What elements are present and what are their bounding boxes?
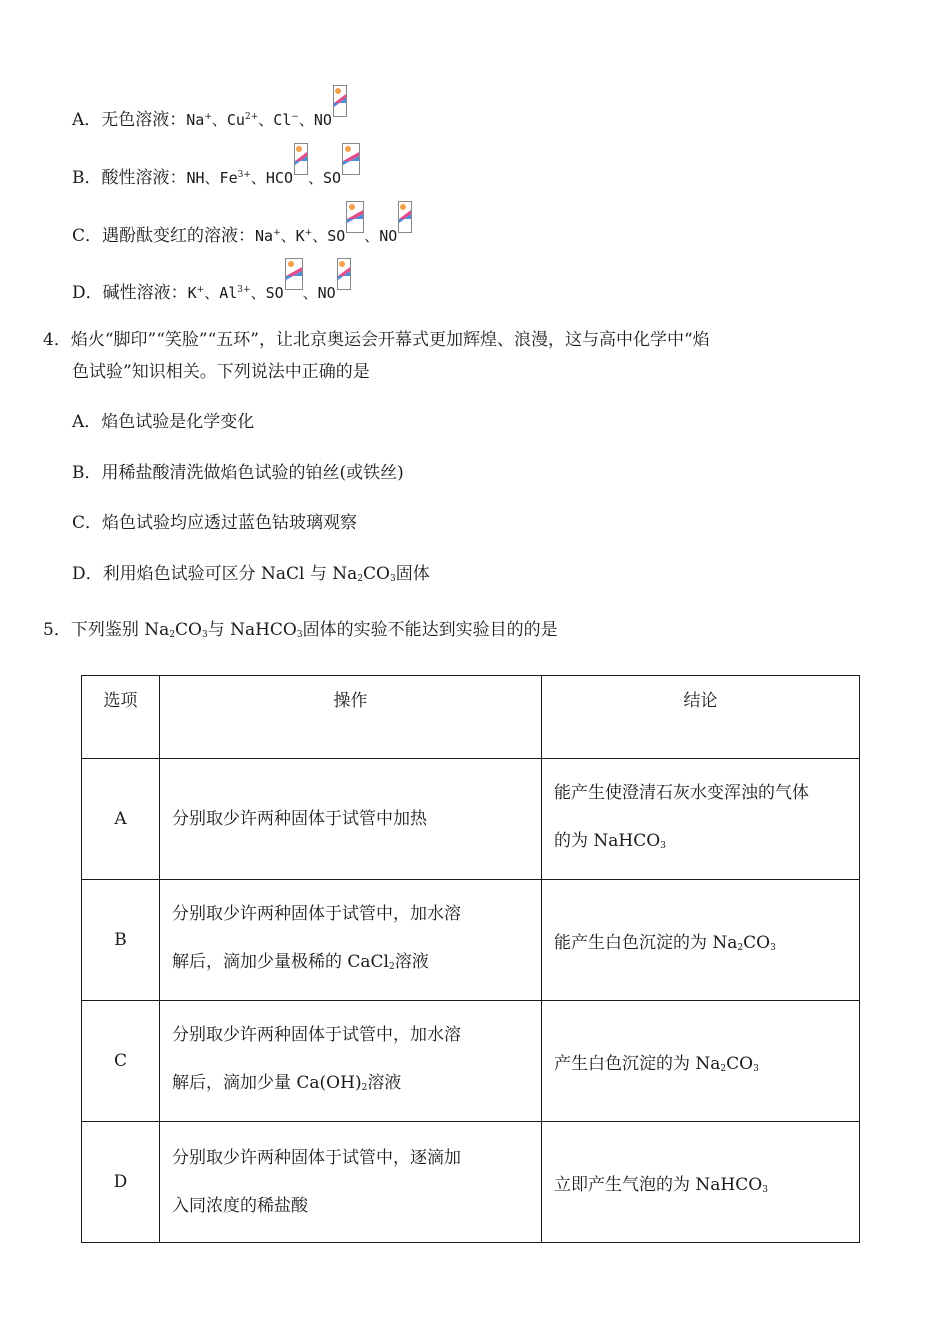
q4-stem-line2: 色试验”知识相关。下列说法中正确的是 [72,362,370,382]
row-option: A [82,759,160,880]
broken-image-icon [285,272,303,304]
row-operation: 分别取少许两种固体于试管中，加水溶 解后，滴加少量 $Ca(OH)_2$溶液 [160,1001,542,1122]
header-operation: 操作 [160,676,542,759]
broken-image-icon [337,272,351,304]
row-option: D [82,1122,160,1243]
q3-option-c: C．遇酚酞变红的溶液：Na+、K+、SO 、NO [72,215,412,247]
q4-option-b: B．用稀盐酸清洗做焰色试验的铂丝(或铁丝) [72,463,404,483]
q4-option-c: C．焰色试验均应透过蓝色钴玻璃观察 [72,513,358,533]
table-row [82,759,860,880]
header-option: 选项 [82,676,160,759]
broken-image-icon [294,157,308,189]
row-operation: 分别取少许两种固体于试管中加热 [160,759,542,880]
q5-table [81,675,860,1243]
broken-image-icon [398,215,412,247]
q4-option-d: D．利用焰色试验可区分 NaCl 与 $Na_2CO_3$固体 [72,564,430,584]
row-conclusion: 产生白色沉淀的为 $Na_2CO_3$ [542,1001,860,1122]
row-conclusion: 能产生使澄清石灰水变浑浊的气体 的为 NaHCO$_3$ [542,759,860,880]
q5-stem: 5．下列鉴别 $Na_2CO_3$与 NaHCO$_3$固体的实验不能达到实验目的的是 [43,620,558,640]
row-operation: 分别取少许两种固体于试管中，加水溶 解后，滴加少量极稀的 CaCl$_2$溶液 [160,880,542,1001]
table-row [82,1122,860,1243]
table-row [82,880,860,1001]
q3-option-d: D．碱性溶液：K+、$Al^{3+}$、SO 、NO [72,272,351,304]
row-conclusion: 立即产生气泡的为 NaHCO$_3$ [542,1122,860,1243]
table-header-row [82,676,860,759]
header-conclusion: 结论 [542,676,860,759]
row-conclusion: 能产生白色沉淀的为 $Na_2CO_3$ [542,880,860,1001]
broken-image-icon [346,215,364,247]
q4-stem-line1: 4．焰火“脚印”“笑脸”“五环”，让北京奥运会开幕式更加辉煌、浪漫，这与高中化学中“焰 [43,330,710,350]
q3-option-a: A．无色溶液：Na+、$Cu^{2+}$、Cl−、NO [72,99,347,131]
table-row [82,1001,860,1122]
q4-option-a: A．焰色试验是化学变化 [72,412,255,432]
row-operation: 分别取少许两种固体于试管中，逐滴加 入同浓度的稀盐酸 [160,1122,542,1243]
row-option: B [82,880,160,1001]
broken-image-icon [333,99,347,131]
q3-option-b: B．酸性溶液：NH、$Fe^{3+}$、HCO 、SO [72,157,360,189]
row-option: C [82,1001,160,1122]
broken-image-icon [342,157,360,189]
